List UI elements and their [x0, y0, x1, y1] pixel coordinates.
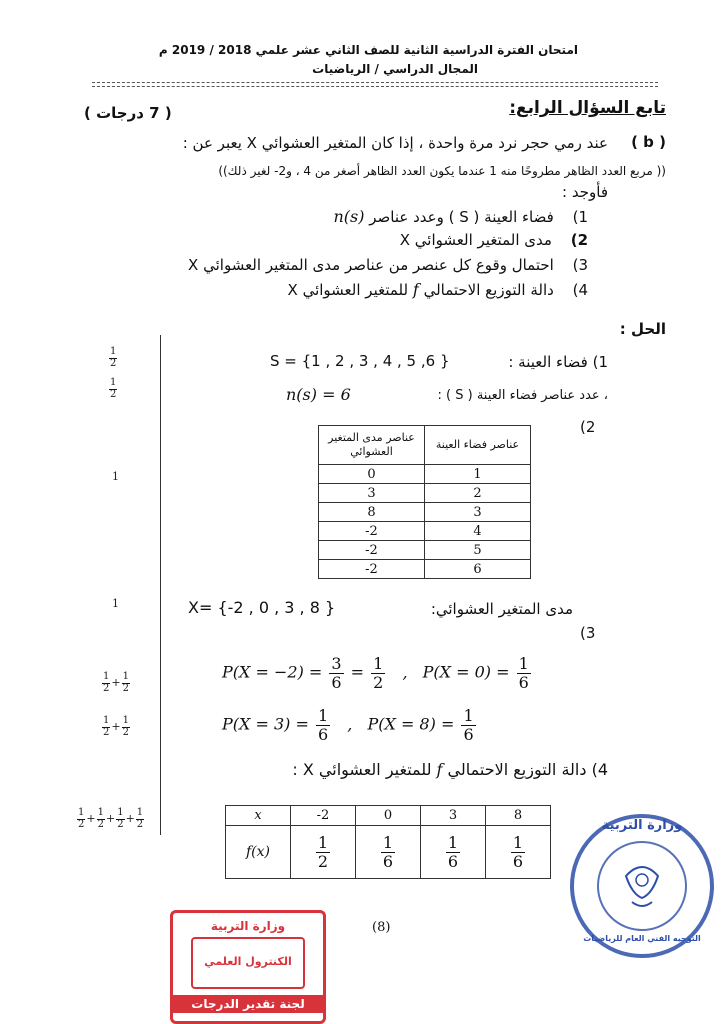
grade-mark-4: 1: [112, 597, 119, 610]
question-item-3: [28, 256, 588, 274]
item-1-text: فضاء العينة ( S ) وعدد عناصر: [369, 208, 554, 226]
item-4-prefix: دالة التوزيع الاحتمالي: [423, 281, 554, 299]
item-3-text: احتمال وقوع كل عنصر من عناصر مدى المتغير العشوائي X: [188, 256, 554, 274]
solution-label: الحل :: [619, 320, 666, 338]
stamp-line-3: لجنة تقدير الدرجات: [173, 995, 323, 1013]
item-1-math: n(s): [333, 207, 365, 226]
table-row: -2 5: [319, 541, 531, 560]
item-4-math: f: [412, 280, 419, 299]
question-statement: عند رمي حجر نرد مرة واحدة ، إذا كان المتغير العشوائي X يعبر عن :: [182, 134, 608, 152]
grading-margin-line: [160, 335, 161, 835]
table-row: 3 2: [319, 484, 531, 503]
step-2-label: (2: [580, 418, 596, 436]
dist-x-value: 3: [421, 806, 486, 826]
table-row: 8 3: [319, 503, 531, 522]
range-set: X= {-2 , 0 , 3 , 8 }: [188, 598, 336, 617]
seal-text-top: وزارة التربية: [601, 818, 683, 833]
dist-f-value: $\frac{1}{6}$: [486, 826, 551, 879]
dist-x-value: 0: [356, 806, 421, 826]
exam-header-line2: المجال الدراسي / الرياضيات: [312, 62, 478, 76]
header-divider-2: [92, 86, 658, 87]
step-4-label: 4) دالة التوزيع الاحتمالي f للمتغير العشوائي X :: [292, 760, 608, 779]
grade-mark-5: $\frac{1}{2}$ + $\frac{1}{2}$: [103, 671, 129, 694]
question-find: فأوجد :: [562, 183, 608, 201]
dist-header-x: x: [226, 806, 291, 826]
grade-mark-7: $\frac{1}{2}$ + $\frac{1}{2}$ + $\frac{1}{2}$ + $\frac{1}{2}$: [78, 807, 144, 830]
mapping-header-sample: عناصر فضاء العينة: [425, 426, 531, 465]
distribution-table: [225, 805, 551, 879]
control-committee-stamp: [170, 910, 326, 1024]
item-1-number: 1): [572, 208, 588, 226]
dist-f-value: $\frac{1}{6}$: [356, 826, 421, 879]
range-label: مدى المتغير العشوائي:: [430, 600, 573, 618]
table-row: -2 4: [319, 522, 531, 541]
dist-x-value: -2: [291, 806, 356, 826]
item-2-number: 2): [570, 231, 588, 249]
seal-text-bottom: التوجيه الفني العام للرياضيات: [583, 934, 701, 943]
stamp-line-1: وزارة التربية: [210, 919, 286, 933]
dist-f-value: $\frac{1}{6}$: [421, 826, 486, 879]
table-row: -2 6: [319, 560, 531, 579]
question-item-2: [88, 231, 588, 249]
question-marks: ( 7 درجات ): [84, 104, 172, 122]
sample-count-value: n(s) = 6: [286, 385, 351, 404]
question-item-1: [88, 207, 588, 226]
probability-line-2: P(X = 3) = $\frac{1}{6}$ , P(X = 8) = $\frac{1}{6}$: [222, 706, 474, 744]
grade-mark-1: $\frac{1}{2}$: [110, 346, 117, 369]
dist-f-value: $\frac{1}{2}$: [291, 826, 356, 879]
table-row: 0 1: [319, 465, 531, 484]
item-3-number: 3): [572, 256, 588, 274]
question-item-4: [88, 280, 588, 299]
mapping-header-range: عناصر مدى المتغير العشوائي: [319, 426, 425, 465]
probability-line-1: P(X = −2) = $\frac{3}{6}$ = $\frac{1}{2}$ , P(X = 0) = $\frac{1}{6}$: [222, 654, 529, 692]
sample-count-label: ، عدد عناصر فضاء العينة ( S ) :: [437, 388, 608, 403]
part-label: ( b ): [631, 133, 666, 151]
step-3-label: (3: [580, 624, 596, 642]
ministry-seal-stamp: [566, 810, 718, 962]
sample-space-label: 1) فضاء العينة :: [508, 353, 608, 371]
grade-mark-3: 1: [112, 470, 119, 483]
item-4-number: 4): [572, 281, 588, 299]
stamp-line-2: الكنترول العلمي: [191, 937, 305, 989]
item-4-text: للمتغير العشوائي X: [287, 281, 409, 299]
question-condition: (( مربع العدد الظاهر مطروحًا منه 1 عندما يكون العدد الظاهر أصغر من 4 ، و2- لغير ذلك)): [218, 164, 666, 178]
sample-space-set: S = {1 , 2 , 3 , 4 , 5 ,6 }: [270, 352, 450, 370]
grade-mark-6: $\frac{1}{2}$ + $\frac{1}{2}$: [103, 715, 129, 738]
item-2-text: مدى المتغير العشوائي X: [399, 231, 552, 249]
header-divider: [92, 82, 658, 83]
grade-mark-2: $\frac{1}{2}$: [110, 377, 117, 400]
dist-header-fx: f(x): [226, 826, 291, 879]
question-title: تابع السؤال الرابع:: [509, 98, 666, 118]
dist-x-value: 8: [486, 806, 551, 826]
exam-header-line1: امتحان الفترة الدراسية الثانية للصف الثاني عشر علمي 2018 / 2019 م: [158, 43, 578, 57]
mapping-table: [318, 425, 531, 579]
page-number: (8): [372, 920, 391, 935]
